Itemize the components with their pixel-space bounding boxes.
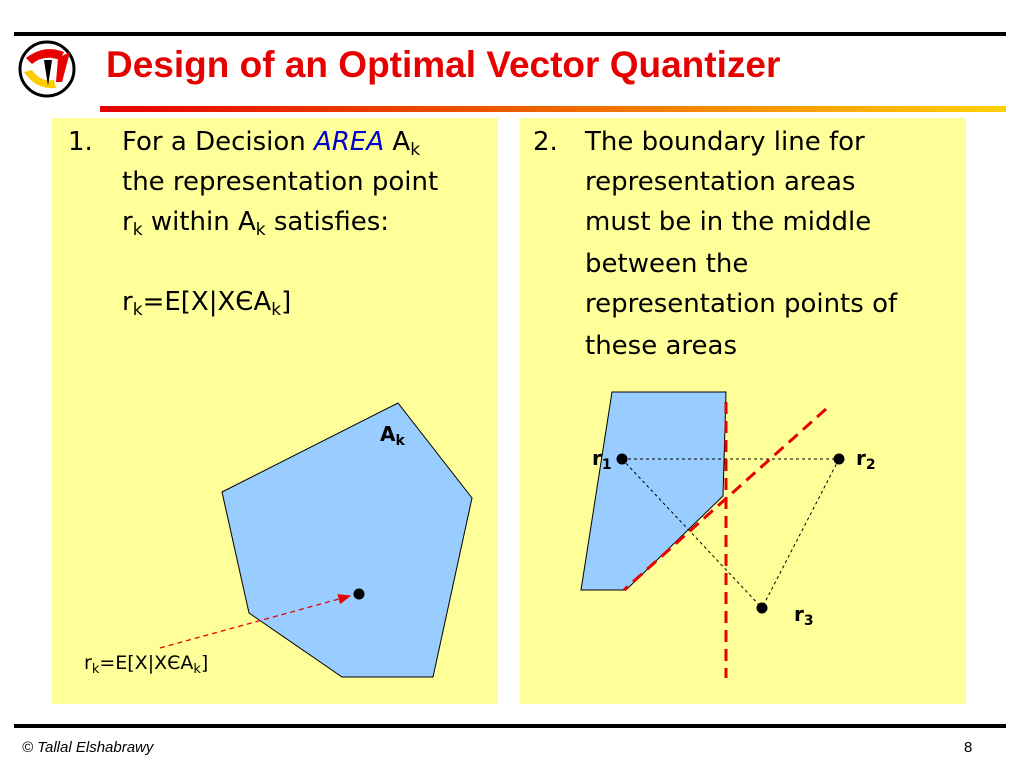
r1-label (592, 446, 612, 473)
right-item-number: 2. (533, 127, 558, 157)
left-line-3-mid: within A (142, 207, 256, 237)
r1-label-sub: 1 (601, 457, 612, 473)
formula-post: ] (281, 287, 292, 317)
footer-copyright: © Tallal Elshabrawy (22, 739, 154, 756)
left-line-1-pre: For a Decision (122, 127, 315, 157)
r2-point (834, 454, 845, 465)
left-line-1-sub: k (410, 140, 421, 160)
area-label-sub: k (395, 433, 405, 449)
centroid-formula-r: r (84, 652, 92, 674)
right-line-5: representation points of (585, 289, 898, 319)
formula-mid: =E[X|XЄA (142, 287, 272, 317)
right-line-3: must be in the middle (585, 207, 872, 237)
r1-point (617, 454, 628, 465)
left-line-2: the representation point (122, 167, 439, 197)
centroid-formula-mid: =E[X|XЄA (99, 652, 194, 674)
centroid-formula-sub1: k (91, 662, 100, 677)
r3-point (757, 603, 768, 614)
formula-sub1: k (132, 300, 143, 320)
formula-r: r (122, 287, 133, 317)
left-line-1-a: A (384, 127, 411, 157)
slide-title: Design of an Optimal Vector Quantizer (106, 44, 781, 85)
left-number: 1. (68, 127, 93, 157)
left-line-3-post: satisfies: (265, 207, 389, 237)
formula-sub2: k (271, 300, 282, 320)
r3-label-main: r (794, 602, 804, 626)
r1-label-main: r (592, 446, 602, 470)
right-line-1: The boundary line for (585, 127, 865, 157)
r2-label-sub: 2 (865, 457, 876, 473)
centroid-formula-post: ] (200, 652, 209, 674)
left-line-3-sub2: k (255, 220, 266, 240)
area-word: AREA (314, 127, 385, 157)
r2-r3-connector (762, 459, 839, 608)
right-line-4: between the (585, 249, 749, 279)
centroid-formula-sub2: k (193, 662, 201, 677)
centroid-point (354, 589, 365, 600)
left-line-3-sub1: k (132, 220, 143, 240)
r2-label-main: r (856, 446, 866, 470)
area-label (380, 422, 405, 449)
r3-label (794, 602, 814, 629)
bottom-rule (14, 724, 1006, 728)
r2-label (856, 446, 876, 473)
decision-area-polygon (222, 403, 472, 677)
page-number: 8 (964, 739, 973, 756)
left-line-3-r: r (122, 207, 133, 237)
right-line-2: representation areas (585, 167, 856, 197)
representation-region-polygon (581, 392, 726, 590)
right-line-6: these areas (585, 331, 738, 361)
centroid-formula-label (84, 652, 209, 677)
r3-label-sub: 3 (803, 613, 814, 629)
area-label-main: A (380, 422, 396, 446)
